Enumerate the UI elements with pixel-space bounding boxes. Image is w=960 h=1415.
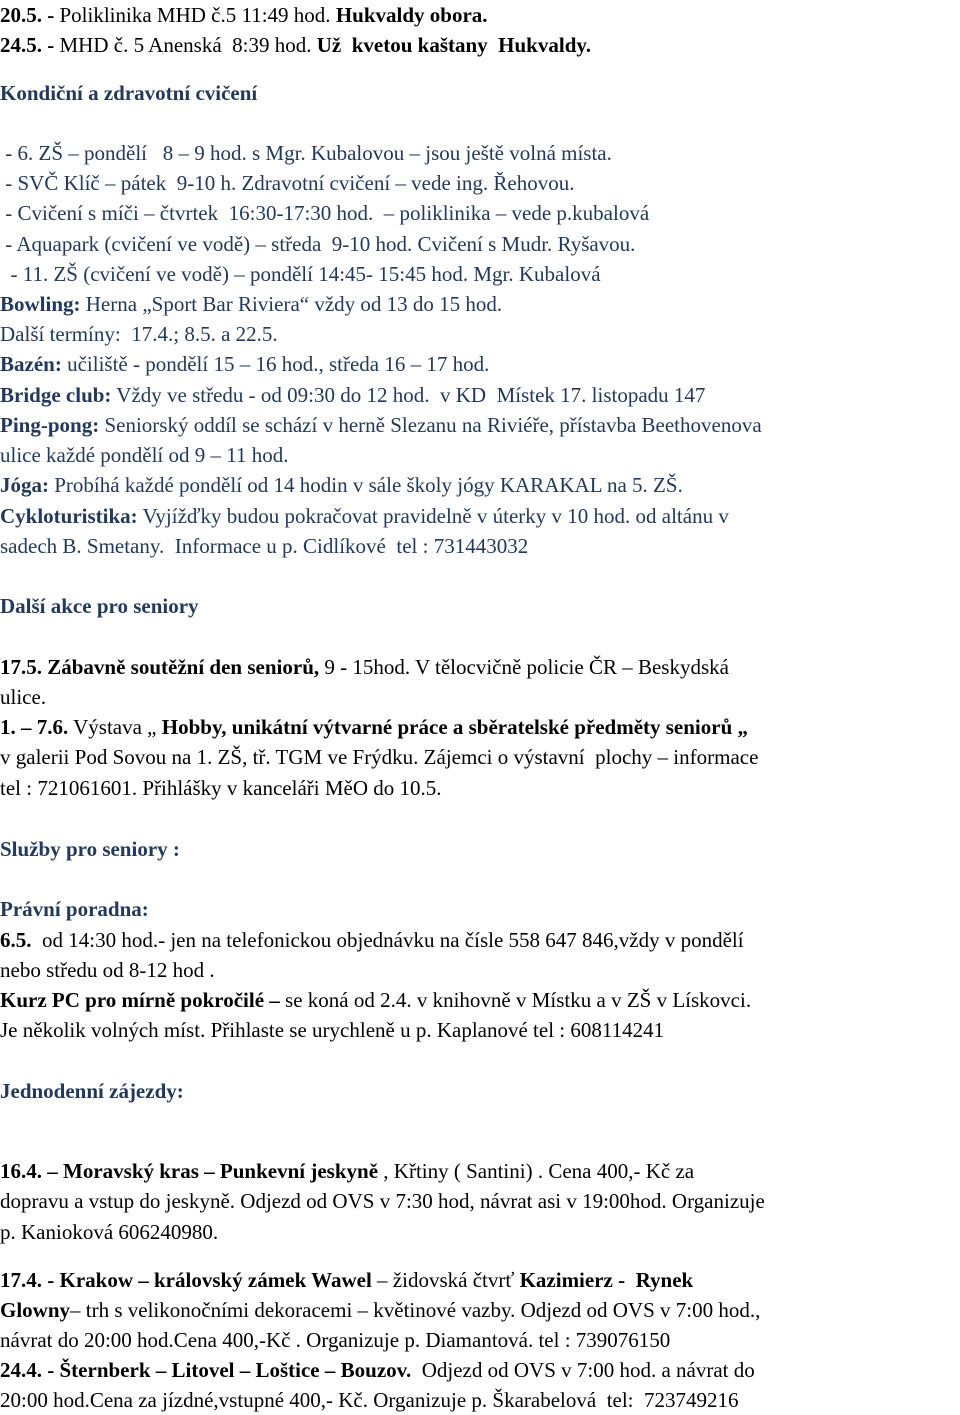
legal-line [0, 925, 744, 955]
trip-line-2: dopravu a vstup do jeskyně. Odjezd od OVS v 7:30 hod, návrat asi v 19:00hod. Organizuje [0, 1189, 765, 1213]
destination: Hukvaldy obora. [335, 3, 488, 27]
pc-course-title: Kurz PC pro mírně pokročilé – [0, 988, 280, 1012]
bazen-label: Bazén: [0, 352, 62, 376]
services-heading: Služby pro seniory : [0, 837, 180, 861]
trip-line [0, 1265, 693, 1295]
trip-text: Odjezd od OVS v 7:00 hod. a návrat do [411, 1358, 755, 1382]
legal-text: od 14:30 hod.- jen na telefonickou objednávku na čísle 558 647 846,vždy v pondělí [31, 928, 744, 952]
trip-text: – židovská čtvrť [371, 1268, 520, 1292]
trip-text-2: – trh s velikonočními dekoracemi – květinové vazby. Odjezd od OVS v 7:00 hod., [70, 1298, 761, 1322]
trip-text: , Křtiny ( Santini) . Cena 400,- Kč za [378, 1159, 695, 1183]
bowling-dates: Další termíny: 17.4.; 8.5. a 22.5. [0, 322, 278, 346]
pingpong-label: Ping-pong: [0, 413, 100, 437]
bridge-text: Vždy ve středu - od 09:30 do 12 hod. v KD Místek 17. listopadu 147 [111, 383, 706, 407]
event-text: Výstava „ [68, 715, 162, 739]
trip-line-3: p. Kanioková 606240980. [0, 1220, 219, 1244]
trip-title-2: královský zámek Wawel [154, 1268, 372, 1292]
exercise-line: - Aquapark (cvičení ve vodě) – středa 9-10 hod. Cvičení s Mudr. Ryšavou. [0, 232, 636, 256]
text: MHD č. 5 Anenská 8:39 hod. [59, 33, 317, 57]
bazen-text: učiliště - pondělí 15 – 16 hod., středa 16 – 17 hod. [61, 352, 490, 376]
exercise-heading: Kondiční a zdravotní cvičení [0, 81, 258, 105]
trip-date: 16.4. – [0, 1159, 63, 1183]
trips-heading: Jednodenní zájezdy: [0, 1079, 184, 1103]
pc-course-text: se koná od 2.4. v knihovně v Místku a v ZŠ v Lískovci. [279, 988, 752, 1012]
exercise-line: - Cvičení s míči – čtvrtek 16:30-17:30 hod. – poliklinika – vede p.kubalová [0, 201, 650, 225]
trip-line-2: 20:00 hod.Cena za jízdné,vstupné 400,- Kč. Organizuje p. Škarabelová tel: 723749216 [0, 1388, 739, 1412]
legal-date: 6.5. [0, 928, 32, 952]
bowling-text: Herna „Sport Bar Riviera“ vždy od 13 do 15 hod. [80, 292, 503, 316]
event-line [0, 652, 729, 682]
cyklo-label: Cykloturistika: [0, 504, 138, 528]
event-title: Hobby, unikátní výtvarné práce a sběratelské předměty seniorů „ [161, 715, 749, 739]
trip-title: Krakow – [59, 1268, 154, 1292]
pingpong-line-2: ulice každé pondělí od 9 – 11 hod. [0, 443, 289, 467]
pingpong-text: Seniorský oddíl se schází v herně Slezanu na Riviéře, přístavba Beethovenova [99, 413, 762, 437]
trip-line [0, 1156, 694, 1186]
pc-course-line [0, 985, 751, 1015]
trip-title-4: Glowny [0, 1298, 71, 1322]
cyklo-line-2: sadech B. Smetany. Informace u p. Cidlíkové tel : 731443032 [0, 534, 529, 558]
event-line-2: v galerii Pod Sovou na 1. ZŠ, tř. TGM ve Frýdku. Zájemci o výstavní plochy – informace [0, 745, 759, 769]
trip-line-2 [0, 1295, 760, 1325]
event-line [0, 712, 748, 742]
trip-line-24-5 [0, 30, 591, 60]
date: 24.5. - [0, 33, 60, 57]
date: 20.5. - [0, 3, 60, 27]
legal-heading: Právní poradna: [0, 897, 149, 921]
joga-label: Jóga: [0, 473, 49, 497]
exercise-line: - 6. ZŠ – pondělí 8 – 9 hod. s Mgr. Kubalovou – jsou ještě volná místa. [0, 141, 612, 165]
trip-date: 24.4. - [0, 1358, 60, 1382]
event-line-3: tel : 721061601. Přihlášky v kanceláři MěO do 10.5. [0, 776, 442, 800]
exercise-line: - SVČ Klíč – pátek 9-10 h. Zdravotní cvičení – vede ing. Řehovou. [0, 171, 575, 195]
destination: Už kvetou kaštany Hukvaldy. [316, 33, 591, 57]
trip-line-3: návrat do 20:00 hod.Cena 400,-Kč . Organizuje p. Diamantová. tel : 739076150 [0, 1328, 671, 1352]
legal-line-2: nebo středu od 8-12 hod . [0, 958, 215, 982]
event-date: 1. – 7.6. [0, 715, 69, 739]
cyklo-text: Vyjížďky budou pokračovat pravidelně v úterky v 10 hod. od altánu v [137, 504, 729, 528]
pc-course-line-2: Je několik volných míst. Přihlaste se urychleně u p. Kaplanové tel : 608114241 [0, 1018, 665, 1042]
bridge-label: Bridge club: [0, 383, 112, 407]
trip-line [0, 1355, 755, 1385]
cyklo-line [0, 501, 729, 531]
trip-title-3: Kazimierz - Rynek [519, 1268, 694, 1292]
other-events-heading: Další akce pro seniory [0, 594, 199, 618]
trip-title: Šternberk – Litovel – Loštice – Bouzov. [59, 1358, 412, 1382]
trip-date: 17.4. - [0, 1268, 60, 1292]
joga-line [0, 470, 683, 500]
trip-title: Moravský kras – Punkevní jeskyně [63, 1159, 379, 1183]
exercise-line: - 11. ZŠ (cvičení ve vodě) – pondělí 14:45- 15:45 hod. Mgr. Kubalová [0, 262, 601, 286]
bridge-line [0, 380, 705, 410]
trip-line-20-5 [0, 0, 488, 30]
joga-text: Probíhá každé pondělí od 14 hodin v sále školy jógy KARAKAL na 5. ZŠ. [49, 473, 683, 497]
bazen-line [0, 349, 489, 379]
event-title: 17.5. Zábavně soutěžní den seniorů, [0, 655, 320, 679]
text: Poliklinika MHD č.5 11:49 hod. [59, 3, 336, 27]
pingpong-line [0, 410, 762, 440]
bowling-label: Bowling: [0, 292, 81, 316]
bowling-line [0, 289, 502, 319]
event-line-2: ulice. [0, 685, 47, 709]
event-text: 9 - 15hod. V tělocvičně policie ČR – Beskydská [319, 655, 729, 679]
